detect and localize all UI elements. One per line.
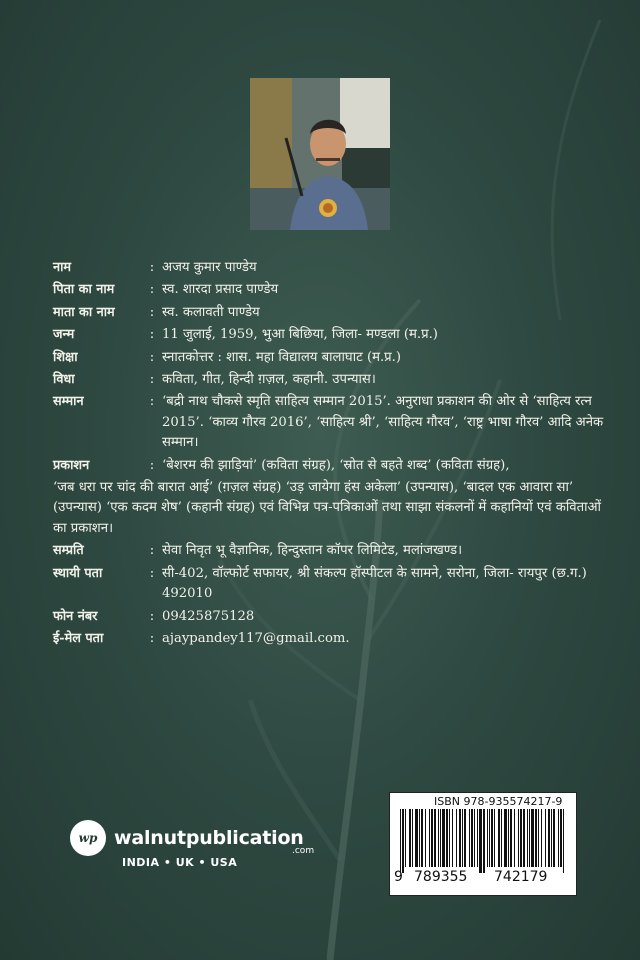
detail-row-publication-cont — [53, 478, 613, 539]
detail-row-email — [53, 629, 613, 649]
barcode-bar — [527, 809, 528, 867]
author-photo — [250, 78, 390, 230]
barcode-bar — [545, 809, 546, 867]
detail-row-address — [53, 564, 613, 605]
birth-value: 11 जुलाई, 1959, भुआ बिछिया, जिला- मण्डला (म.प्र.) — [162, 327, 438, 343]
publisher-logo — [70, 820, 315, 856]
genre-label: विधा — [53, 372, 75, 388]
mother-value: स्व. कलावती पाण्डेय — [162, 304, 260, 320]
barcode-bar — [429, 809, 430, 867]
barcode-bar — [442, 809, 445, 867]
barcode-bar — [501, 809, 502, 867]
detail-row-phone — [53, 607, 613, 627]
detail-row-birth — [53, 325, 613, 345]
barcode-bar — [498, 809, 500, 867]
colon: : — [149, 630, 155, 646]
barcode-bar — [431, 809, 433, 867]
email-value: ajaypandey117@gmail.com. — [162, 630, 350, 646]
colon: : — [149, 372, 155, 388]
colon: : — [149, 457, 155, 473]
detail-row-current — [53, 541, 613, 561]
address-label: स्थायी पता — [53, 565, 103, 581]
barcode-digits-left: 789355 — [414, 869, 468, 885]
barcode-bar — [560, 809, 562, 867]
barcode-bar — [471, 809, 473, 867]
barcode-bar — [563, 809, 564, 873]
barcode-bar — [518, 809, 519, 867]
barcode-digit-lead: 9 — [394, 869, 403, 885]
colon: : — [149, 394, 155, 410]
barcode-bar — [474, 809, 475, 867]
publisher-name: walnutpublication — [114, 827, 304, 849]
isbn-barcode — [389, 792, 577, 896]
barcode-bar — [412, 809, 413, 867]
name-value: अजय कुमार पाण्डेय — [162, 260, 257, 275]
barcode-bar — [446, 809, 448, 867]
barcode-bar — [520, 809, 522, 867]
detail-row-mother — [53, 303, 613, 323]
barcode-bar — [452, 809, 453, 867]
colon: : — [149, 260, 155, 275]
author-details — [53, 258, 613, 651]
birth-label: जन्म — [53, 327, 75, 343]
publisher-regions: INDIA • UK • USA — [122, 856, 238, 869]
barcode-bar — [438, 809, 439, 867]
colon: : — [149, 282, 155, 298]
barcode-bar — [548, 809, 550, 867]
barcode-bar — [459, 809, 461, 867]
barcode-bar — [487, 809, 488, 867]
education-label: शिक्षा — [53, 349, 78, 365]
barcode-bar — [425, 809, 426, 867]
colon: : — [149, 608, 155, 624]
colon: : — [149, 543, 155, 559]
barcode-bar — [558, 809, 559, 867]
barcode-bar — [523, 809, 525, 867]
barcode-bar — [504, 809, 507, 867]
barcode-bar — [434, 809, 436, 867]
barcode-bar — [553, 809, 555, 867]
publication-value-first: ‘बेशरम की झाड़ियां’ (कविता संग्रह), ‘स्रोत से बहते शब्द’ (कविता संग्रह), — [162, 457, 510, 473]
barcode-bar — [541, 809, 542, 867]
author-portrait-icon — [250, 78, 390, 230]
colon: : — [149, 565, 155, 581]
honors-value: ‘बद्री नाथ चौकसे स्मृति साहित्य सम्मान 2015’. अनुराधा प्रकाशन की ओर से ‘साहित्य रत्न 2015’. ‘काव्य गौरव 2016’, ‘साहित्य श्री’, ‘साहित्य गौरव’, ‘राष्ट्र भाषा गौरव’ आदि अनेक सम्मान। — [162, 394, 604, 451]
barcode-bar — [535, 809, 537, 867]
barcode-bar — [402, 809, 404, 873]
barcode-bar — [529, 809, 530, 867]
publication-value-rest: ‘जब धरा पर चांद की बारात आई’ (ग़ज़ल संग्रह) ‘उड़ जायेगा हंस अकेला’ (उपन्यास), ‘बादल एक आवारा सा’ (उपन्यास) ‘एक कदम शेष’ (कहानी संग्रह) एवं विभिन्न पत्र-पत्रिकाओं तथा साझा संकलनों में कहानियों एवं कविताओं का प्रकाशन। — [53, 480, 602, 536]
publication-label: प्रकाशन — [53, 457, 90, 473]
barcode-bar — [479, 809, 482, 873]
barcode-bar — [491, 809, 493, 867]
barcode-bar — [469, 809, 470, 867]
barcode-bar — [409, 809, 411, 867]
barcode-bar — [464, 809, 466, 867]
current-value: सेवा निवृत भू वैज्ञानिक, हिन्दुस्तान कॉपर लिमिटेड, मलांजखण्ड। — [162, 543, 463, 559]
detail-row-genre — [53, 370, 613, 390]
barcode-bar — [477, 809, 478, 867]
detail-row-name — [53, 258, 613, 278]
current-label: सम्प्रति — [53, 543, 84, 559]
barcode-bars — [398, 809, 570, 873]
barcode-bar — [462, 809, 463, 867]
detail-row-honors — [53, 392, 613, 453]
honors-label: सम्मान — [53, 394, 84, 410]
phone-value: 09425875128 — [162, 608, 255, 624]
barcode-bar — [514, 809, 515, 867]
name-label: नाम — [53, 260, 72, 275]
colon: : — [149, 304, 155, 320]
barcode-bar — [531, 809, 534, 867]
father-value: स्व. शारदा प्रसाद पाण्डेय — [162, 282, 279, 298]
email-label: ई-मेल पता — [53, 630, 104, 646]
barcode-bar — [449, 809, 450, 867]
barcode-bar — [483, 809, 485, 873]
barcode-bar — [421, 809, 423, 867]
barcode-bar — [494, 809, 495, 867]
barcode-bar — [405, 809, 406, 867]
colon: : — [149, 349, 155, 365]
father-label: पिता का नाम — [53, 282, 115, 298]
colon: : — [149, 327, 155, 343]
barcode-digits-right: 742179 — [494, 869, 548, 885]
barcode-bar — [440, 809, 441, 867]
barcode-bar — [419, 809, 420, 867]
detail-row-education — [53, 348, 613, 368]
barcode-bar — [508, 809, 509, 867]
publisher-dotcom: .com — [292, 846, 315, 856]
phone-label: फोन नंबर — [53, 608, 98, 624]
barcode-bar — [538, 809, 539, 867]
detail-row-publication — [53, 456, 613, 476]
address-value: सी-402, वॉल्फोर्ट सफायर, श्री संकल्प हॉस्पीटल के सामने, सरोना, जिला- रायपुर (छ.ग.) 492010 — [162, 565, 587, 602]
barcode-bar — [415, 809, 418, 867]
detail-row-father — [53, 280, 613, 300]
barcode-bar — [551, 809, 552, 867]
barcode-bar — [400, 809, 401, 873]
barcode-bar — [510, 809, 512, 867]
barcode-bar — [489, 809, 490, 867]
mother-label: माता का नाम — [53, 304, 115, 320]
isbn-text: ISBN 978-935574217-9 — [434, 795, 563, 808]
education-value: स्नातकोत्तर : शास. महा विद्यालय बालाघाट (म.प्र.) — [162, 349, 402, 365]
genre-value: कविता, गीत, हिन्दी ग़ज़ल, कहानी. उपन्यास। — [162, 372, 376, 388]
barcode-bar — [456, 809, 457, 867]
publisher-mark-icon: wp — [70, 820, 106, 856]
